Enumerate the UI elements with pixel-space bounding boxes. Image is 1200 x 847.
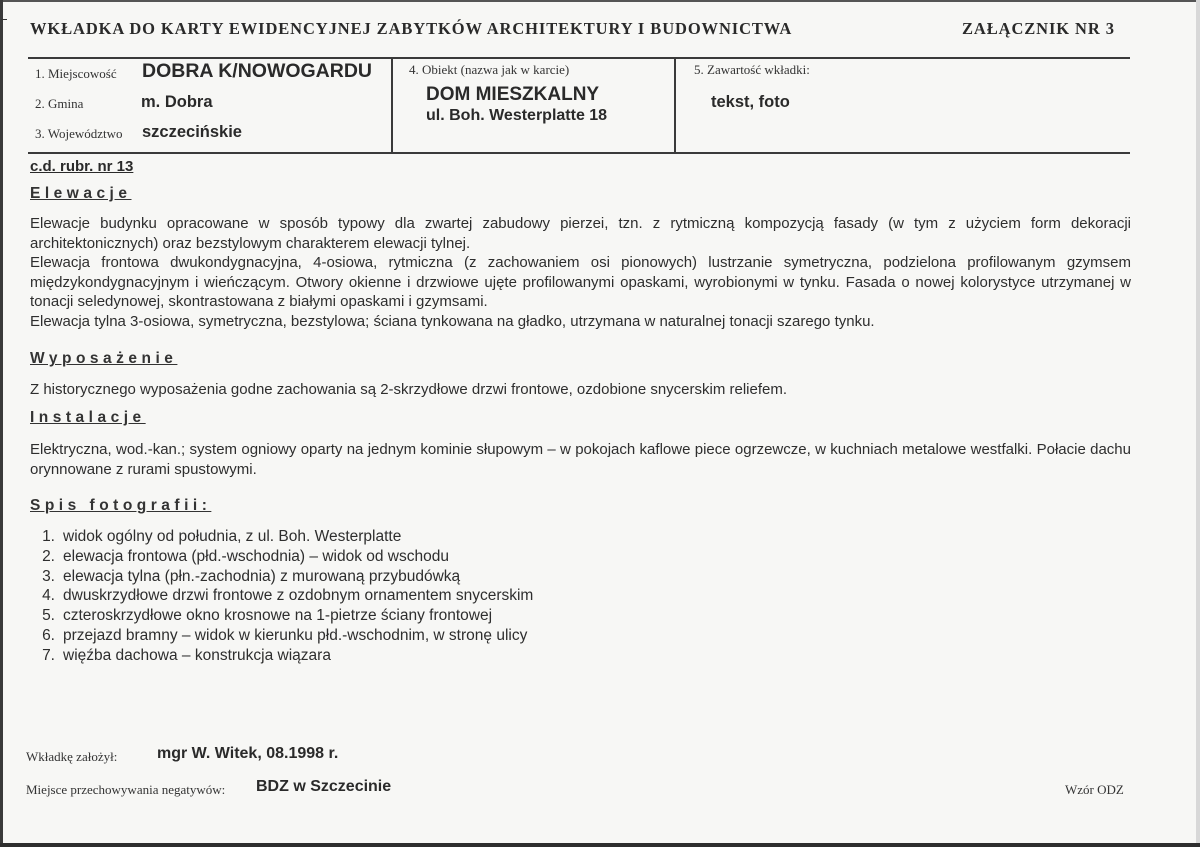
document-title: WKŁADKA DO KARTY EWIDENCYJNEJ ZABYTKÓW ARCHITEKTURY I BUDOWNICTWA xyxy=(30,19,793,38)
storage-value: BDZ w Szczecinie xyxy=(256,778,392,795)
page-edge-right xyxy=(1196,0,1200,847)
gmina-label: 2. Gmina xyxy=(35,96,84,111)
photo-description: więźba dachowa – konstrukcja wiązara xyxy=(63,646,331,664)
photo-description: widok ogólny od południa, z ul. Boh. Westerplatte xyxy=(63,528,402,545)
photo-list-item xyxy=(30,646,533,666)
elewacje-paragraph-3: Elewacja tylna 3-osiowa, symetryczna, bezstylowa; ściana tynkowana na gładko, utrzymana w naturalnej tonacji szarego tynku. xyxy=(30,312,875,330)
photo-number: 1. xyxy=(42,528,55,545)
storage-label: Miejsce przechowywania negatywów: xyxy=(26,782,226,797)
photo-description: elewacja frontowa (płd.-wschodnia) – widok od wschodu xyxy=(63,547,449,565)
wyposazenie-text: Z historycznego wyposażenia godne zachowania są 2-skrzydłowe drzwi frontowe, ozdobione snycerskim reliefem. xyxy=(30,381,788,398)
photo-number: 4. xyxy=(42,587,55,605)
photo-number: 7. xyxy=(42,646,55,664)
photo-description: dwuskrzydłowe drzwi frontowe z ozdobnym ornamentem snycerskim xyxy=(63,587,534,605)
photo-description: elewacja tylna (płn.-zachodnia) z murowaną przybudówką xyxy=(63,567,461,585)
page-edge-left xyxy=(0,0,3,847)
margin-tick xyxy=(1,19,7,20)
photo-number: 5. xyxy=(42,607,55,625)
section-title-instalacje: Instalacje xyxy=(30,409,146,426)
photo-number: 3. xyxy=(42,567,55,585)
author-value: mgr W. Witek, 08.1998 r. xyxy=(157,745,339,762)
photo-number: 6. xyxy=(42,626,55,644)
page-edge-bottom xyxy=(0,843,1200,847)
miejscowosc-value: DOBRA K/NOWOGARDU xyxy=(142,60,373,82)
elewacje-text xyxy=(30,214,1131,332)
photo-list xyxy=(30,527,533,666)
photo-description: czteroskrzydłowe okno krosnowe na 1-pietrze ściany frontowej xyxy=(63,607,493,625)
wojewodztwo-label: 3. Województwo xyxy=(35,126,123,141)
photo-description: przejazd bramny – widok w kierunku płd.-wschodnim, w stronę ulicy xyxy=(63,626,528,644)
miejscowosc-label: 1. Miejscowość xyxy=(35,66,117,81)
elewacje-paragraph-1: Elewacje budynku opracowane w sposób typowy dla zwartej zabudowy pierzei, tzn. z rytmiczną kompozycją fasady (w tym z użyciem form dekoracji architektonicznych) oraz bezstylowym charakterem elewacji tylnej. xyxy=(30,215,1131,252)
section-title-elewacje: Elewacje xyxy=(30,185,132,202)
photo-list-item xyxy=(30,527,533,547)
table-top-rule xyxy=(28,57,1130,59)
photo-list-item xyxy=(30,547,533,567)
annex-number: ZAŁĄCZNIK NR 3 xyxy=(962,19,1115,38)
author-label: Wkładkę założył: xyxy=(26,749,118,764)
photo-list-item xyxy=(30,567,533,587)
obiekt-label: 4. Obiekt (nazwa jak w karcie) xyxy=(409,62,570,77)
table-divider-1 xyxy=(391,58,393,154)
zawartosc-label: 5. Zawartość wkładki: xyxy=(694,62,810,77)
template-label: Wzór ODZ xyxy=(1065,782,1124,797)
photo-list-item xyxy=(30,626,533,646)
elewacje-paragraph-2: Elewacja frontowa dwukondygnacyjna, 4-osiowa, rytmiczna (z zachowaniem osi pionowych) lustrzanie symetryczna, podzielona profilowanym gzymsem międzykondygnacyjnym i wieńczącym. Otwory okienne i drzwiowe ujęte profilowanymi opaskami, wyrobionymi w tynku. Fasada o nowej kolorystyce utrzymanej w tonacji seledynowej, skontrastowana z białymi opaskami i gzymsami. xyxy=(30,254,1131,311)
photo-list-item xyxy=(30,606,533,626)
table-divider-2 xyxy=(674,58,676,154)
photo-list-item xyxy=(30,586,533,606)
instalacje-text: Elektryczna, wod.-kan.; system ogniowy oparty na jednym kominie słupowym – w pokojach kaflowe piece ogrzewcze, w kuchniach metalowe westfalki. Połacie dachu orynnowane z rurami spustowymi. xyxy=(30,441,1131,478)
zawartosc-value: tekst, foto xyxy=(711,93,790,111)
section-title-wyposazenie: Wyposażenie xyxy=(30,350,178,367)
table-bottom-rule xyxy=(28,152,1130,154)
photo-number: 2. xyxy=(42,547,55,565)
section-title-spis-fotografii: Spis fotografii: xyxy=(30,497,212,514)
wojewodztwo-value: szczecińskie xyxy=(142,123,242,141)
page-edge-top xyxy=(0,0,1200,2)
obiekt-name: DOM MIESZKALNY xyxy=(426,84,600,105)
obiekt-address: ul. Boh. Westerplatte 18 xyxy=(426,107,608,124)
gmina-value: m. Dobra xyxy=(141,93,213,111)
rubric-reference: c.d. rubr. nr 13 xyxy=(30,158,134,175)
